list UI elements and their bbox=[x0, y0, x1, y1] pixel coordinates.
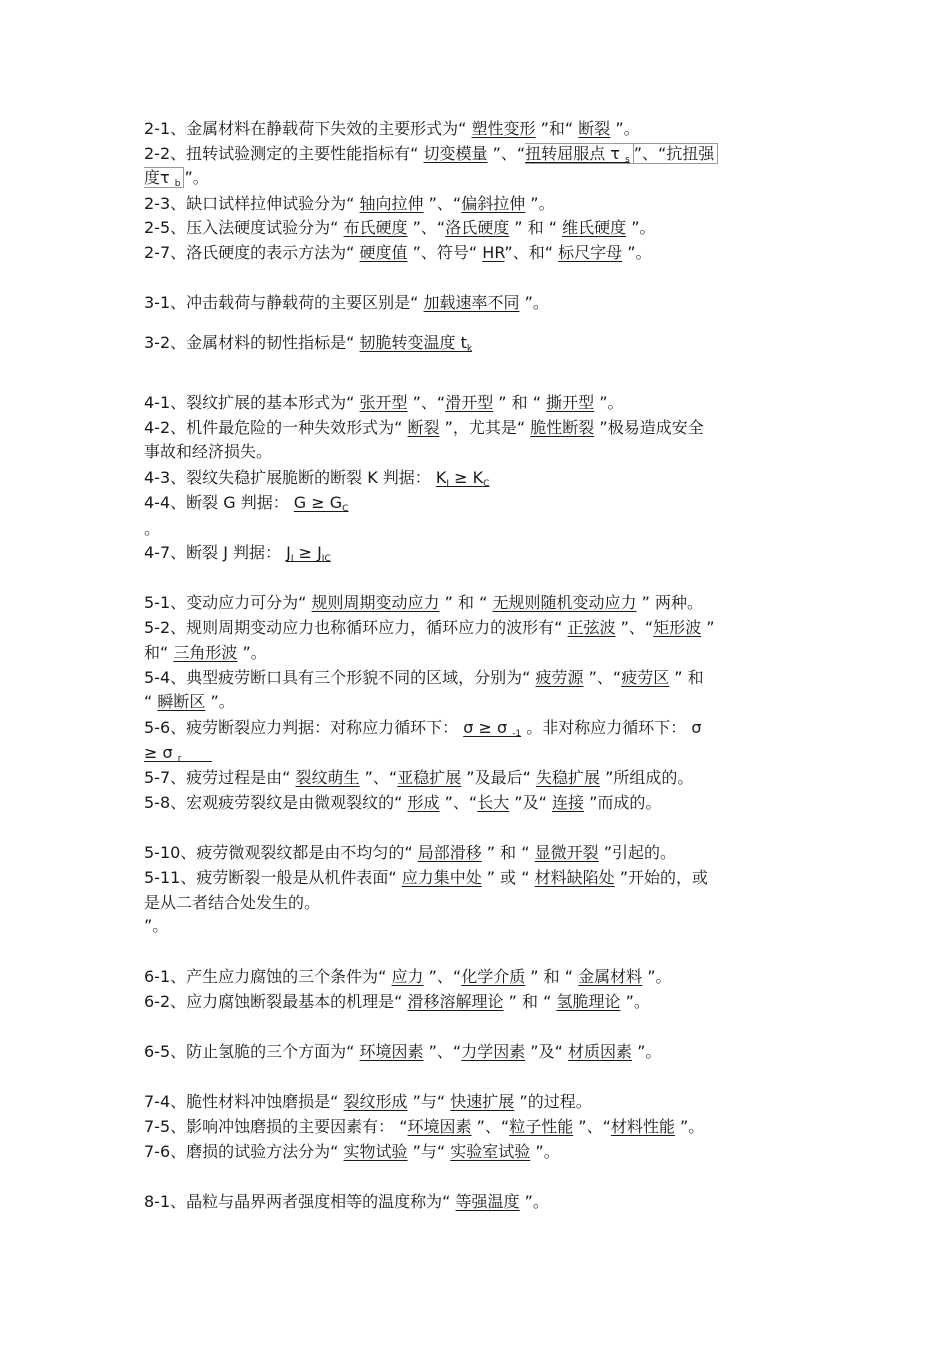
answer: 连接 bbox=[551, 793, 584, 812]
line-2-5: 2-5、压入法硬度试验分为“ 布氏硬度 ”、“洛氏硬度 ” 和 “ 维氏硬度 ”。 bbox=[144, 218, 656, 237]
answer: 金属材料 bbox=[578, 967, 643, 986]
line-8-1: 8-1、晶粒与晶界两者强度相等的温度称为“ 等强温度 ”。 bbox=[144, 1192, 549, 1211]
line-4-2-cont: 事故和经济损失。 bbox=[144, 442, 273, 461]
answer: 形成 bbox=[407, 793, 440, 812]
line-5-6: 5-6、疲劳断裂应力判据：对称应力循环下： σ ≥ σ $_{-1}$ 。非对称应力循环下： σ bbox=[144, 718, 702, 739]
answer: 局部滑移 bbox=[417, 843, 482, 862]
answer: 失稳扩展 bbox=[535, 768, 600, 787]
answer: 力学因素 bbox=[461, 1042, 526, 1061]
answer: 滑移溶解理论 bbox=[407, 992, 504, 1011]
answer: 切变模量 bbox=[423, 144, 488, 163]
answer: 度τ $_b$ bbox=[144, 167, 184, 188]
answer: 正弦波 bbox=[567, 618, 616, 637]
answer: 洛氏硬度 bbox=[445, 218, 510, 237]
line-5-11-cont: 是从二者结合处发生的。 bbox=[144, 893, 321, 912]
answer: 断裂 bbox=[578, 119, 611, 138]
answer: 布氏硬度 bbox=[343, 218, 408, 237]
answer: 加载速率不同 bbox=[423, 293, 520, 312]
line-7-5: 7-5、影响冲蚀磨损的主要因素有： “环境因素 ”、“粒子性能 ”、“材料性能 ”。 bbox=[144, 1117, 705, 1136]
answer: 材料缺陷处 bbox=[534, 868, 615, 887]
line-2-3: 2-3、缺口试样拉伸试验分为“ 轴向拉伸 ”、“偏斜拉伸 ”。 bbox=[144, 194, 555, 213]
answer: 标尺字母 bbox=[558, 243, 623, 262]
answer: 三角形波 bbox=[173, 643, 238, 662]
answer: HR bbox=[482, 243, 505, 262]
answer: $J_I \ge J_{IC}$ bbox=[286, 543, 331, 564]
answer: 材质因素 bbox=[567, 1042, 632, 1061]
answer: 轴向拉伸 bbox=[359, 194, 424, 213]
line-6-2: 6-2、应力腐蚀断裂最基本的机理是“ 滑移溶解理论 ” 和 “ 氢脆理论 ”。 bbox=[144, 992, 650, 1011]
answer: 撕开型 bbox=[546, 393, 595, 412]
line-2-2-cont: 度τ $_b$ ”。 bbox=[144, 168, 209, 189]
line-5-2: 5-2、规则周期变动应力也称循环应力，循环应力的波形有“ 正弦波 ”、“矩形波 ” bbox=[144, 618, 715, 637]
answer: 实物试验 bbox=[343, 1142, 408, 1161]
line-5-10: 5-10、疲劳微观裂纹都是由不均匀的“ 局部滑移 ” 和 “ 显微开裂 ”引起的。 bbox=[144, 843, 677, 862]
line-5-2-cont: 和“ 三角形波 ”。 bbox=[144, 643, 267, 662]
line-period: 。 bbox=[144, 519, 161, 538]
line-4-1: 4-1、裂纹扩展的基本形式为“ 张开型 ”、“滑开型 ” 和 “ 撕开型 ”。 bbox=[144, 393, 624, 412]
answer: 滑开型 bbox=[445, 393, 494, 412]
answer: 应力 bbox=[391, 967, 424, 986]
line-2-1: 2-1、金属材料在静载荷下失效的主要形式为“ 塑性变形 ”和“ 断裂 ”。 bbox=[144, 119, 640, 138]
line-7-6: 7-6、磨损的试验方法分为“ 实物试验 ”与“ 实验室试验 ”。 bbox=[144, 1142, 560, 1161]
answer: 扭转屈服点 τ $_s$ bbox=[525, 143, 634, 164]
answer: 显微开裂 bbox=[534, 843, 599, 862]
answer: 瞬断区 bbox=[157, 692, 206, 711]
line-2-7: 2-7、洛氏硬度的表示方法为“ 硬度值 ”、符号“ HR”、和“ 标尺字母 ”。 bbox=[144, 243, 652, 262]
answer: $G \ge G_C$ bbox=[293, 493, 349, 514]
line-5-1: 5-1、变动应力可分为“ 规则周期变动应力 ” 和 “ 无规则随机变动应力 ” 两种。 bbox=[144, 593, 703, 612]
line-4-3: 4-3、裂纹失稳扩展脆断的断裂 K 判据： $K_I \ge K_C$ bbox=[144, 468, 490, 489]
answer: 裂纹萌生 bbox=[295, 768, 360, 787]
line-3-2: 3-2、金属材料的韧性指标是“ 韧脆转变温度 $t_k$ bbox=[144, 333, 473, 354]
line-4-4: 4-4、断裂 G 判据： $G \ge G_C$ bbox=[144, 493, 349, 514]
line-2-2: 2-2、扭转试验测定的主要性能指标有“ 切变模量 ”、“扭转屈服点 τ $_s$ ”、“抗扭强 bbox=[144, 142, 718, 166]
line-5-7: 5-7、疲劳过程是由“ 裂纹萌生 ”、“亚稳扩展 ”及最后“ 失稳扩展 ”所组成的。 bbox=[144, 768, 694, 787]
answer: 无规则随机变动应力 bbox=[492, 593, 637, 612]
answer: $K_I \ge K_C$ bbox=[435, 468, 490, 489]
line-5-6-cont bbox=[144, 741, 212, 765]
answer: 疲劳区 bbox=[621, 668, 670, 687]
answer: 等强温度 bbox=[455, 1192, 520, 1211]
answer: 材料性能 bbox=[610, 1117, 675, 1136]
line-4-7: 4-7、断裂 J 判据： $J_I \ge J_{IC}$ bbox=[144, 543, 331, 564]
answer: 偏斜拉伸 bbox=[461, 194, 526, 213]
answer: 化学介质 bbox=[461, 967, 526, 986]
answer: 快速扩展 bbox=[450, 1092, 515, 1111]
answer: 环境因素 bbox=[359, 1042, 424, 1061]
answer: 韧脆转变温度 $t_k$ bbox=[359, 333, 473, 354]
answer: 长大 bbox=[477, 793, 510, 812]
answer: 应力集中处 bbox=[401, 868, 482, 887]
answer: 张开型 bbox=[359, 393, 408, 412]
answer: 亚稳扩展 bbox=[397, 768, 462, 787]
answer: 脆性断裂 bbox=[530, 418, 595, 437]
line-5-8: 5-8、宏观疲劳裂纹是由微观裂纹的“ 形成 ”、“长大 ”及“ 连接 ”而成的。 bbox=[144, 793, 662, 812]
line-5-4: 5-4、典型疲劳断口具有三个形貌不同的区域，分别为“ 疲劳源 ”、“疲劳区 ” 和 bbox=[144, 668, 704, 687]
line-5-4-cont: “ 瞬断区 ”。 bbox=[144, 692, 235, 711]
answer: 粒子性能 bbox=[509, 1117, 574, 1136]
answer: ≥ σ $_r$ bbox=[144, 743, 182, 764]
answer: 维氏硬度 bbox=[562, 218, 627, 237]
line-5-11: 5-11、疲劳断裂一般是从机件表面“ 应力集中处 ” 或 “ 材料缺陷处 ”开始的，或 bbox=[144, 868, 709, 887]
line-4-2: 4-2、机件最危险的一种失效形式为“ 断裂 ”，尤其是“ 脆性断裂 ”极易造成安全 bbox=[144, 418, 704, 437]
answer: 矩形波 bbox=[653, 618, 702, 637]
answer: 裂纹形成 bbox=[343, 1092, 408, 1111]
answer: 疲劳源 bbox=[535, 668, 584, 687]
line-6-5: 6-5、防止氢脆的三个方面为“ 环境因素 ”、“力学因素 ”及“ 材质因素 ”。 bbox=[144, 1042, 662, 1061]
answer: 断裂 bbox=[407, 418, 440, 437]
answer: σ ≥ σ $_{-1}$ bbox=[463, 718, 522, 739]
line-6-1: 6-1、产生应力腐蚀的三个条件为“ 应力 ”、“化学介质 ” 和 “ 金属材料 ”。 bbox=[144, 967, 672, 986]
line-7-4: 7-4、脆性材料冲蚀磨损是“ 裂纹形成 ”与“ 快速扩展 ”的过程。 bbox=[144, 1092, 592, 1111]
answer: 塑性变形 bbox=[471, 119, 536, 138]
answer: 氢脆理论 bbox=[556, 992, 621, 1011]
answer: 实验室试验 bbox=[450, 1142, 531, 1161]
line-3-1: 3-1、冲击载荷与静载荷的主要区别是“ 加载速率不同 ”。 bbox=[144, 293, 549, 312]
answer: 环境因素 bbox=[407, 1117, 472, 1136]
answer: 规则周期变动应力 bbox=[311, 593, 440, 612]
answer: 硬度值 bbox=[359, 243, 408, 262]
line-quote-period: ”。 bbox=[144, 916, 169, 935]
